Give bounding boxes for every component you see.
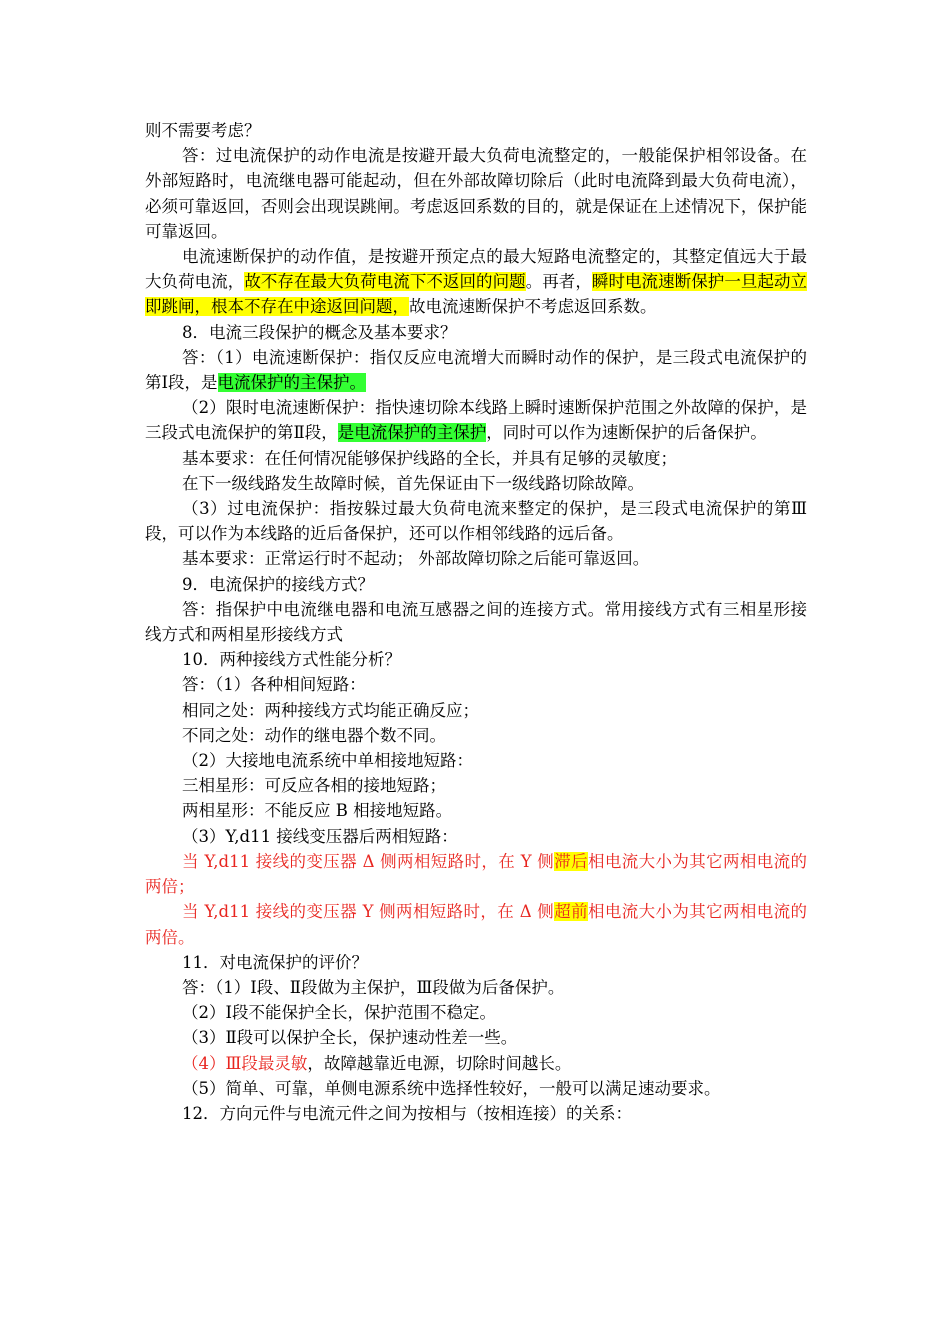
highlighted-text: 瞬时电流速断保护一旦起动立即跳闸，根本不存在中途返回问题， [145,272,808,317]
text-run: ，故障越靠近电源，切除时间越长。 [307,1053,572,1073]
text-run: 答：过电流保护的动作电流是按避开最大负荷电流整定的，一般能保护相邻设备。在外部短路时，电流继电器可能起动，但在外部故障切除后（此时电流降到最大负荷电流），必须可靠返回，否则会出现误跳闸。考虑返回系数的目的，就是保证在上述情况下，保护能可靠返回。 [145,146,807,241]
paragraph [145,546,807,571]
highlighted-text: 当 Y,d11 接线的变压器 Δ 侧两相短路时，在 Y 侧 [182,851,555,871]
question-heading [145,320,807,345]
text-run: （2）限时电流速断保护：指快速切除本线路上瞬时速断保护范围之外故障的保护，是三段式电流保护的第Ⅱ段， [145,398,807,443]
text-run: 故电流速断保护不考虑返回系数。 [409,297,657,317]
paragraph [145,1076,807,1101]
text-run: 答：（1）各种相间短路： [182,675,366,695]
question-heading [145,572,807,597]
highlighted-text: 是电流保护的主保护 [337,423,487,443]
paragraph [145,597,807,647]
highlighted-text: 相电流大小为其它两相电流的两倍； [145,851,807,897]
text-run: 答：指保护中电流继电器和电流互感器之间的连接方式。常用接线方式有三相星形接线方式和两相星形接线方式 [145,599,807,645]
highlighted-text: （4）Ⅲ段最灵敏 [182,1053,308,1073]
document-body [145,118,807,1126]
text-run: 两相星形：不能反应 B 相接地短路。 [182,801,453,821]
text-run: 三相星形：可反应各相的接地短路； [182,776,446,796]
paragraph [145,244,807,320]
text-run: （2）大接地电流系统中单相接地短路： [182,751,473,771]
text-run: 基本要求：在任何情况能够保护线路的全长，并具有足够的灵敏度； [182,448,677,468]
text-run: （5）简单、可靠，单侧电源系统中选择性较好，一般可以满足速动要求。 [182,1078,721,1098]
paragraph [145,773,807,798]
question-heading [145,1101,807,1126]
paragraph [145,824,807,849]
paragraph [145,899,807,949]
text-run: （3）Y,d11 接线变压器后两相短路： [182,826,458,846]
paragraph [145,118,807,143]
paragraph [145,849,807,899]
text-run: 。再者， [525,272,592,292]
highlighted-text: 故不存在最大负荷电流下不返回的问题 [244,272,526,292]
paragraph [145,798,807,823]
paragraph [145,723,807,748]
text-run: 答：（1）电流速断保护：指仅反应电流增大而瞬时动作的保护，是三段式电流保护的第Ⅰ段，是 [145,347,807,393]
paragraph [145,1000,807,1025]
text-run: 9．电流保护的接线方式？ [182,574,374,594]
paragraph [145,1051,807,1076]
paragraph [145,698,807,723]
paragraph [145,1025,807,1050]
text-run: 相同之处：两种接线方式均能正确反应； [182,700,479,720]
highlighted-text: 电流保护的主保护。 [217,373,367,393]
paragraph [145,975,807,1000]
paragraph [145,496,807,546]
question-heading [145,647,807,672]
text-run: 在下一级线路发生故障时候，首先保证由下一级线路切除故障。 [182,473,644,493]
text-run: ，同时可以作为速断保护的后备保护。 [486,423,767,443]
paragraph [145,471,807,496]
highlighted-text: 滞后 [554,851,588,871]
text-run: 基本要求：正常运行时不起动； 外部故障切除之后能可靠返回。 [182,549,650,569]
text-run: 10．两种接线方式性能分析？ [182,650,401,670]
text-run: 11．对电流保护的评价？ [182,952,368,972]
paragraph [145,345,807,395]
text-run: 电流速断保护的动作值，是按避开预定点的最大短路电流整定的，其整定值远大于最大负荷电流， [145,247,807,292]
highlighted-text: 超前 [554,902,588,922]
text-run: 不同之处：动作的继电器个数不同。 [182,725,446,745]
paragraph [145,143,807,244]
text-run: （3）过电流保护：指按躲过最大负荷电流来整定的保护，是三段式电流保护的第Ⅲ段，可以作为本线路的近后备保护，还可以作相邻线路的远后备。 [145,499,807,544]
text-run: 答：（1）Ⅰ段、Ⅱ段做为主保护，Ⅲ段做为后备保护。 [182,977,565,997]
question-heading [145,950,807,975]
text-run: 12．方向元件与电流元件之间为按相与（按相连接）的关系： [182,1103,632,1123]
text-run: 8．电流三段保护的概念及基本要求？ [182,322,457,342]
paragraph [145,672,807,697]
paragraph [145,748,807,773]
highlighted-text: 相电流大小为其它两相电流的两倍。 [145,902,807,947]
highlighted-text: 当 Y,d11 接线的变压器 Y 侧两相短路时，在 Δ 侧 [182,902,555,922]
paragraph [145,446,807,471]
text-run: 则不需要考虑？ [145,121,261,140]
text-run: （3）Ⅱ段可以保护全长，保护速动性差一些。 [182,1028,518,1048]
text-run: （2）Ⅰ段不能保护全长，保护范围不稳定。 [182,1003,497,1023]
paragraph [145,395,807,445]
